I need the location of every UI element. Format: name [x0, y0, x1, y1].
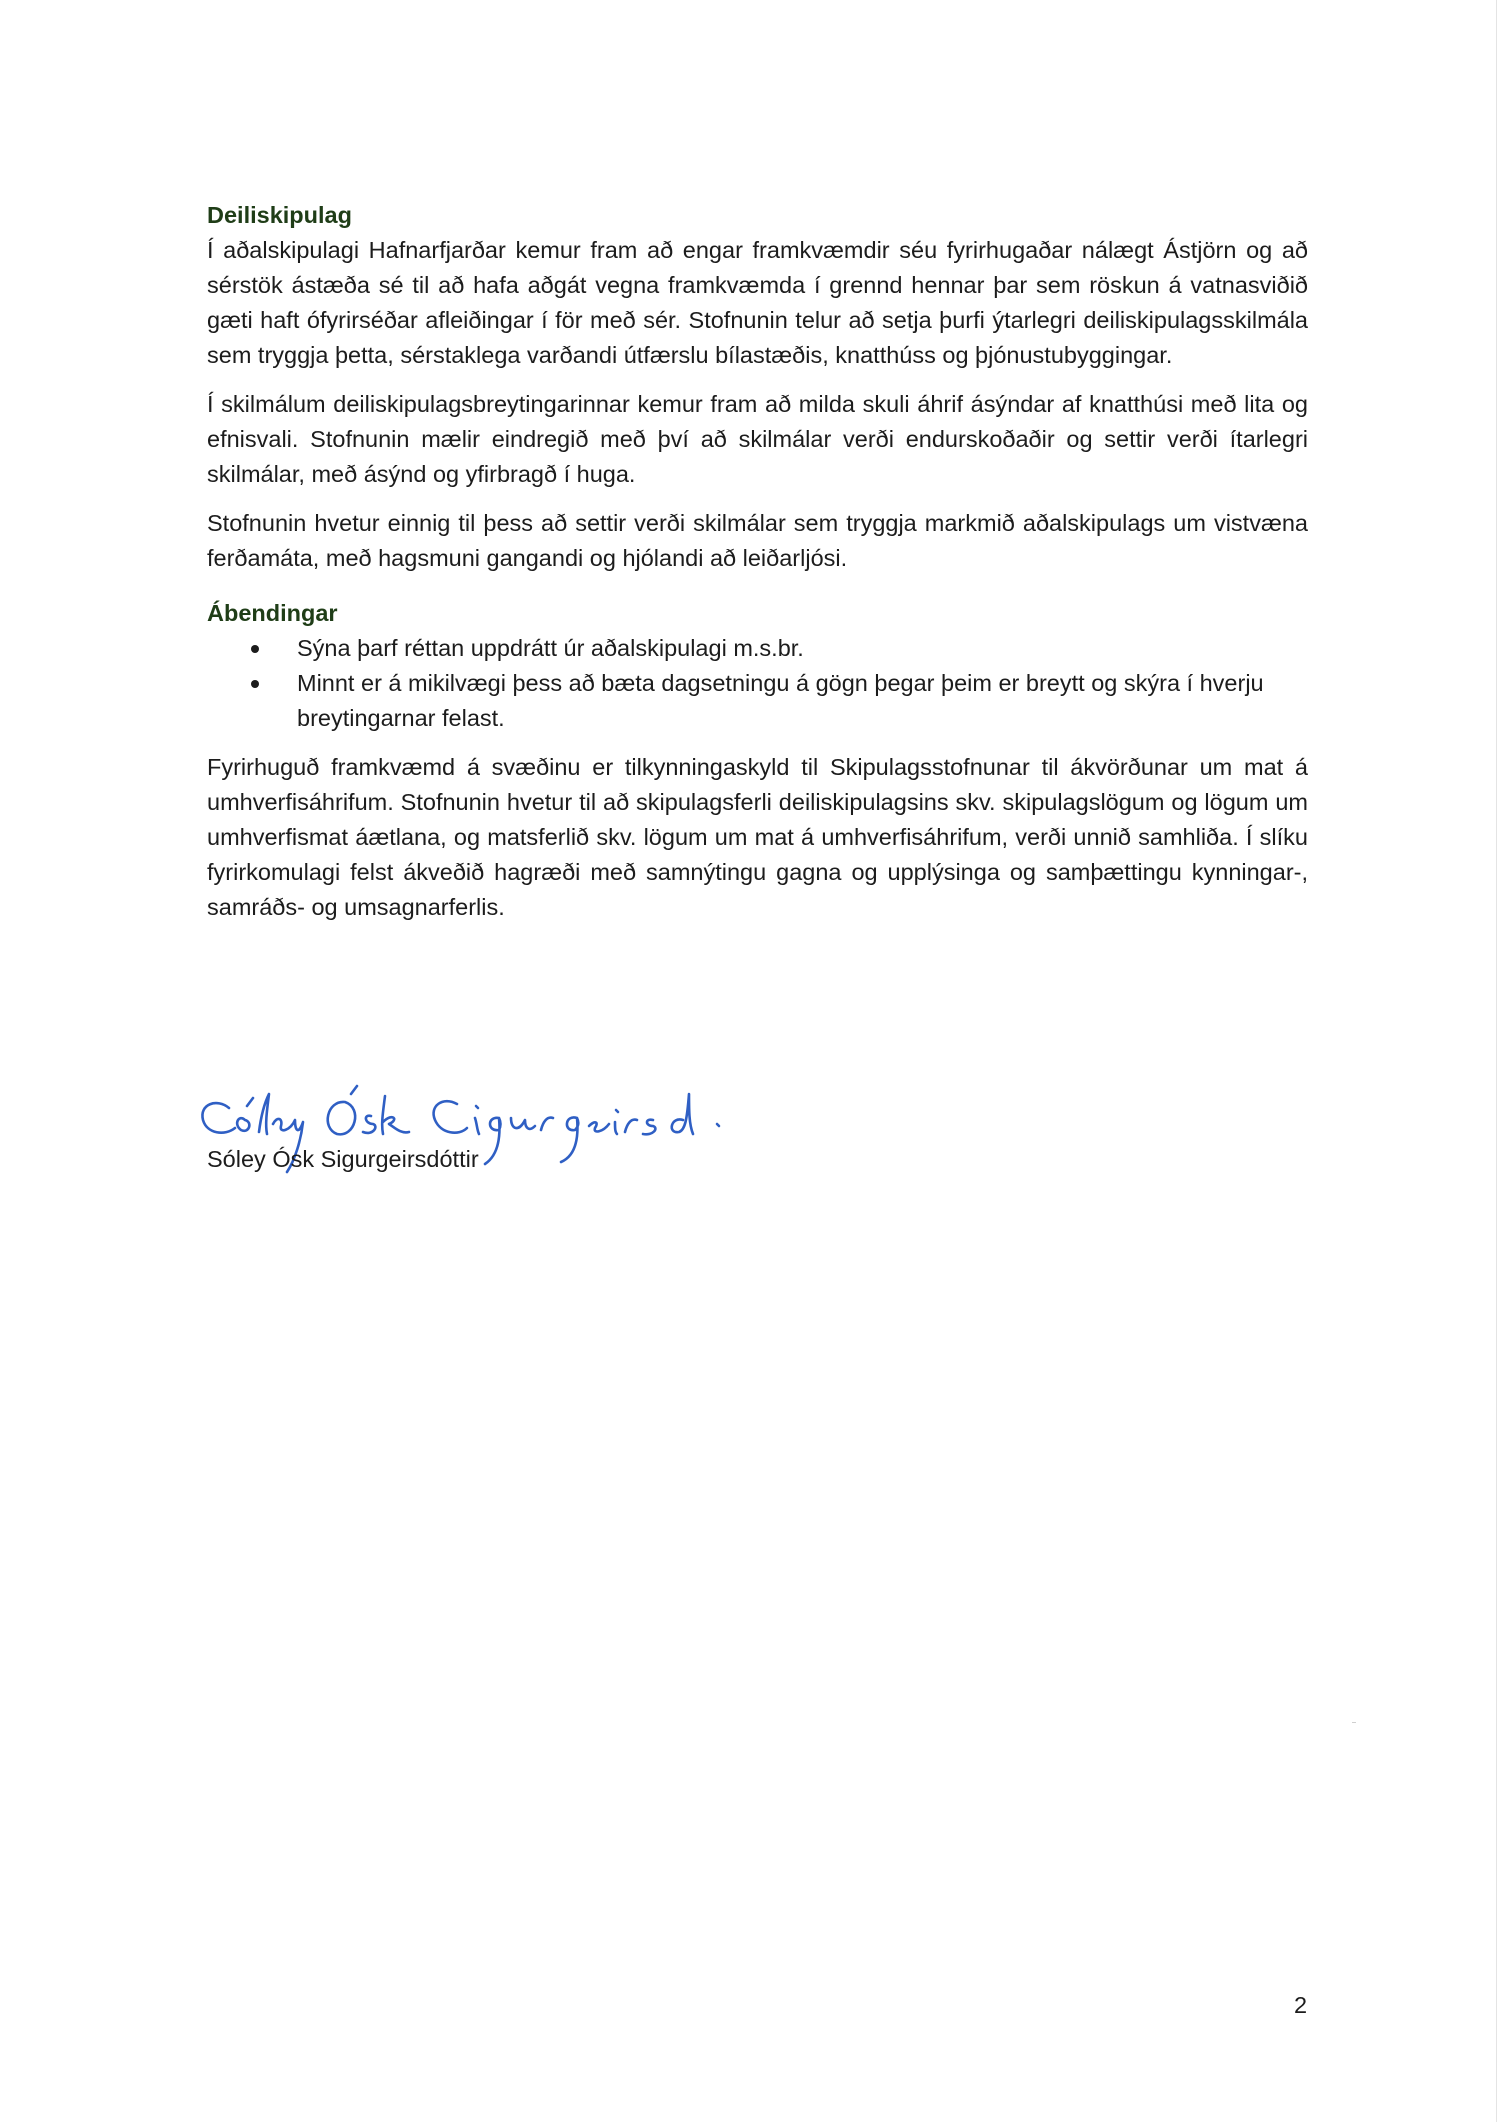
document-body [207, 198, 1308, 925]
bullet-icon [251, 645, 259, 653]
list-item-text: Minnt er á mikilvægi þess að bæta dagsetningu á gögn þegar þeim er breytt og skýra í hverju breytingarnar felast. [297, 670, 1264, 731]
list-item [207, 631, 1308, 666]
signer-name: Sóley Ósk Sigurgeirsdóttir [207, 1146, 479, 1172]
abendingar-list [207, 631, 1308, 736]
page-edge-line [1496, 0, 1497, 2122]
signature-block [195, 1080, 755, 1190]
list-item-text: Sýna þarf réttan uppdrátt úr aðalskipulagi m.s.br. [297, 635, 804, 661]
page-number: 2 [1294, 1992, 1308, 2018]
paragraph-deiliskipulag-1: Í aðalskipulagi Hafnarfjarðar kemur fram að engar framkvæmdir séu fyrirhugaðar nálægt Ástjörn og að sérstök ástæða sé til að hafa aðgát vegna framkvæmda í grennd hennar þar sem röskun á vatnasviðið gæti haft ófyrirséðar afleiðingar í för með sér. Stofnunin telur að setja þurfi ýtarlegri deiliskipulagsskilmála sem tryggja þetta, sérstaklega varðandi útfærslu bílastæðis, knatthúss og þjónustubyggingar. [207, 237, 1308, 368]
paragraph-abendingar: Fyrirhuguð framkvæmd á svæðinu er tilkynningaskyld til Skipulagsstofnunar til ákvörðunar um mat á umhverfisáhrifum. Stofnunin hvetur til að skipulagsferli deiliskipulagsins skv. skipulagslögum og lögum um umhverfismat áætlana, og matsferlið skv. lögum um mat á umhverfisáhrifum, verði unnið samhliða. Í slíku fyrirkomulagi felst ákveðið hagræði með samnýtingu gagna og upplýsinga og samþættingu kynningar-, samráðs- og umsagnarferlis. [207, 754, 1308, 920]
list-item [207, 666, 1308, 736]
scan-speck [1352, 1722, 1356, 1723]
section-heading-deiliskipulag: Deiliskipulag [207, 202, 352, 228]
bullet-icon [251, 680, 259, 688]
section-heading-abendingar: Ábendingar [207, 600, 338, 626]
paragraph-deiliskipulag-2: Í skilmálum deiliskipulagsbreytingarinnar kemur fram að milda skuli áhrif ásýndar af knatthúsi með lita og efnisvali. Stofnunin mælir eindregið með því að skilmálar verði endurskoðaðir og settir verði ítarlegri skilmálar, með ásýnd og yfirbragð í huga. [207, 391, 1308, 487]
paragraph-deiliskipulag-3: Stofnunin hvetur einnig til þess að settir verði skilmálar sem tryggja markmið aðalskipulags um vistvæna ferðamáta, með hagsmuni gangandi og hjólandi að leiðarljósi. [207, 510, 1308, 571]
